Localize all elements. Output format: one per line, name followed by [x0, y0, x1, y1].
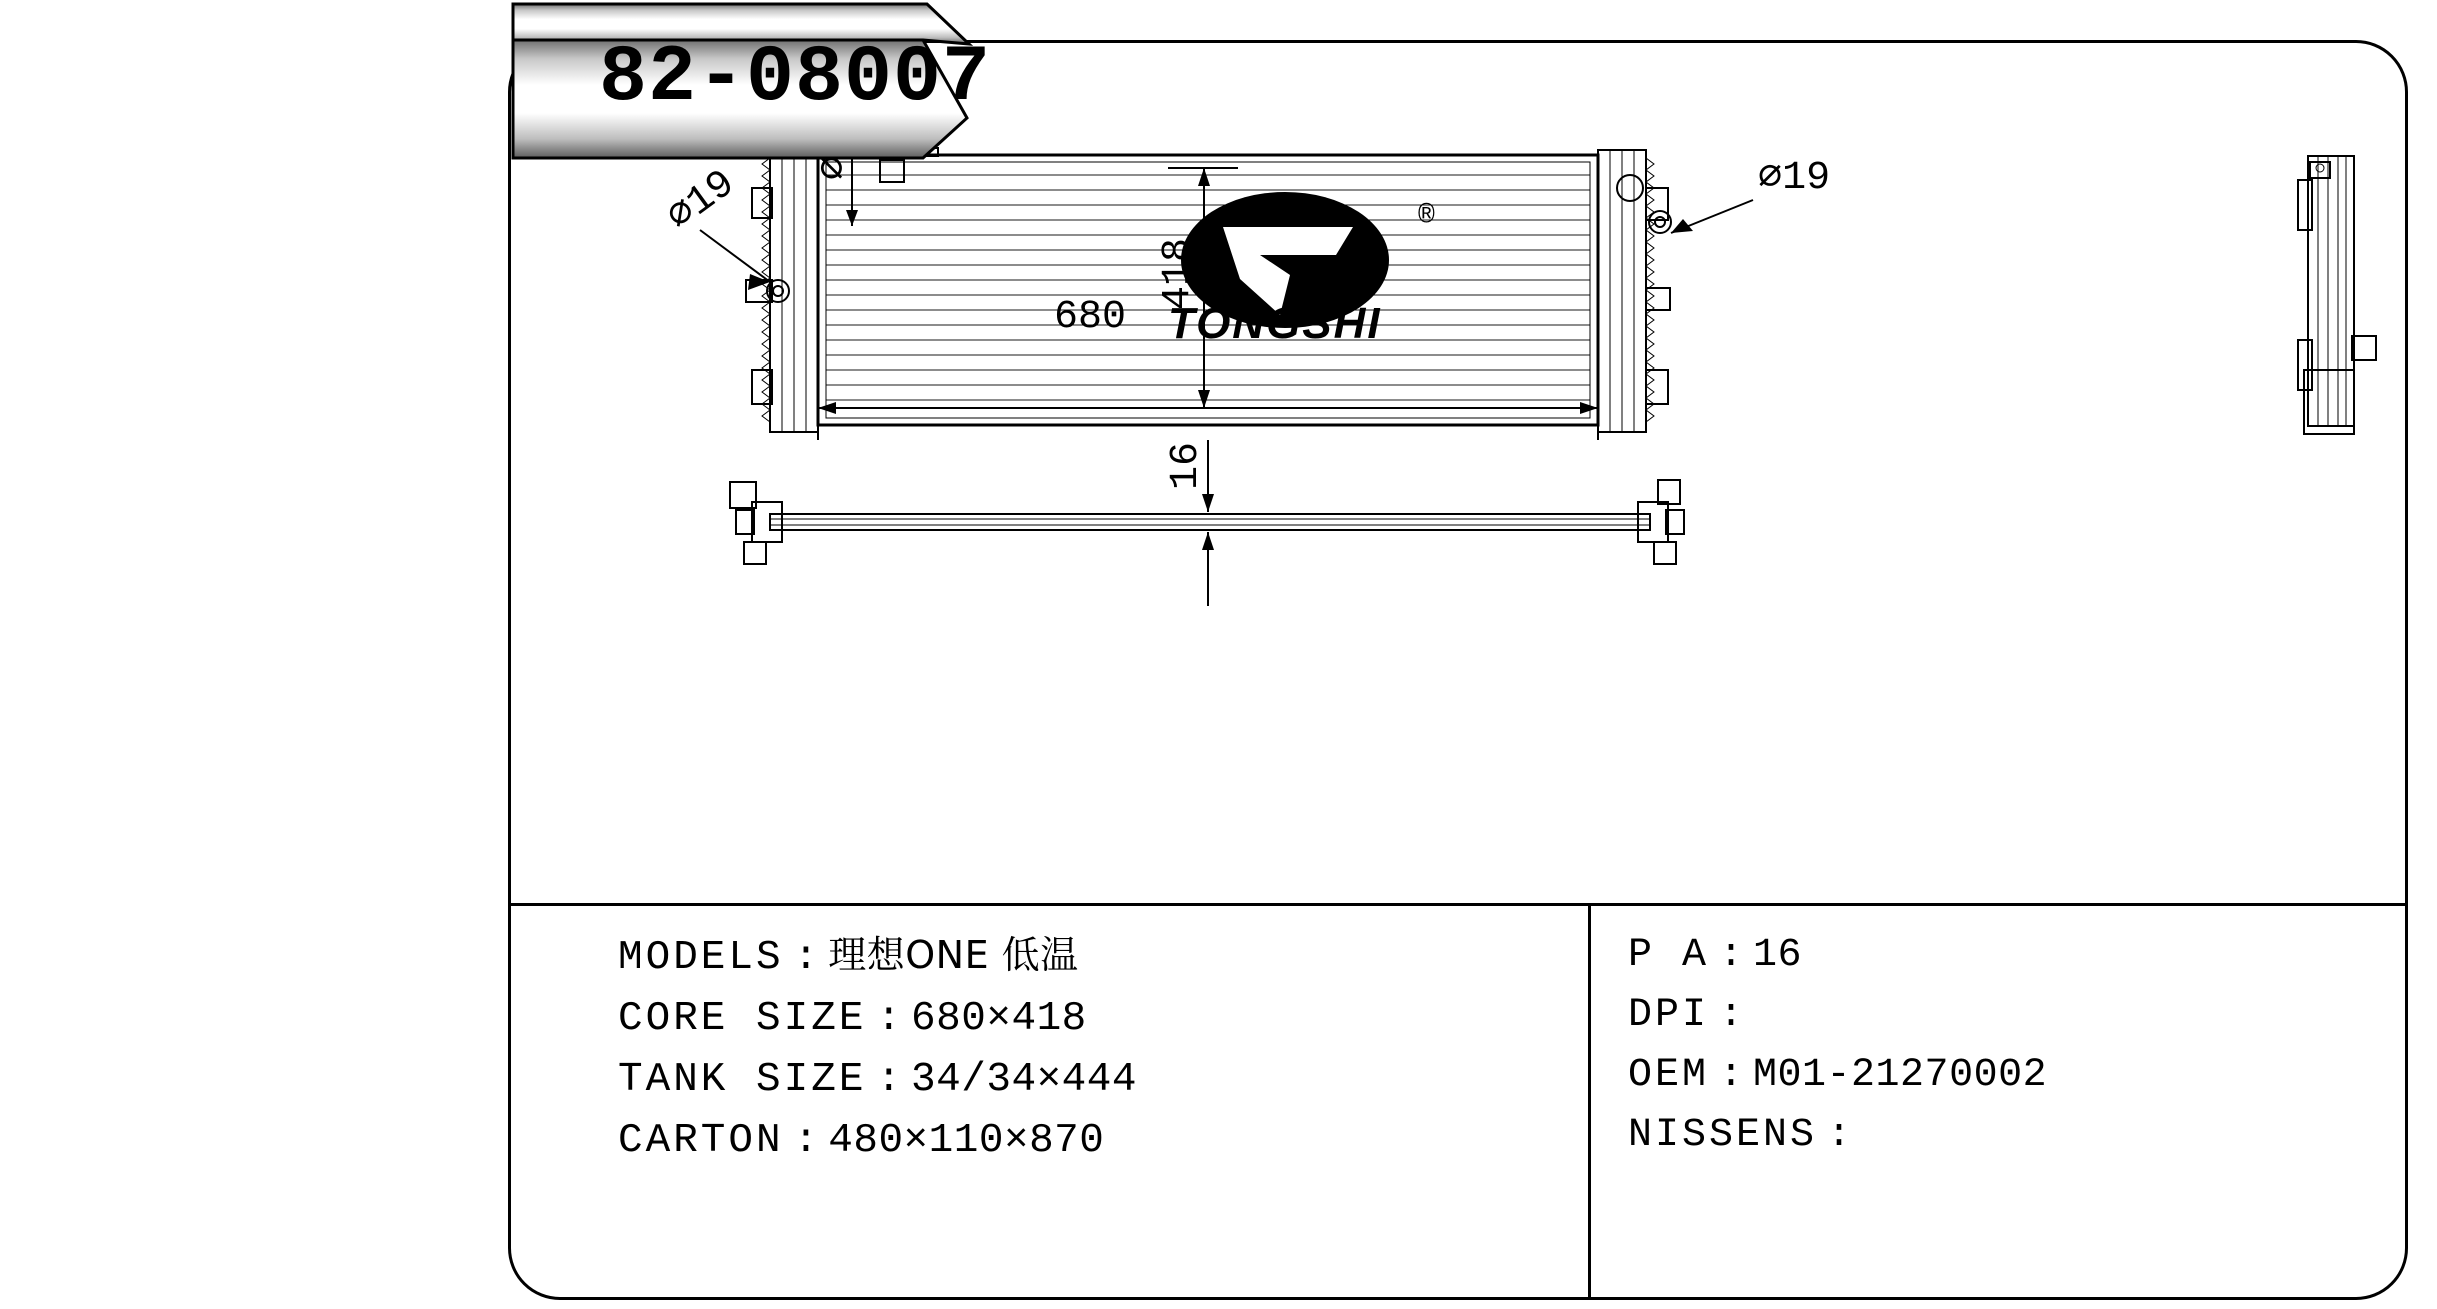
dimension-core-width: 680 [1054, 295, 1127, 340]
spec-value-core-size: 680×418 [911, 996, 1087, 1042]
spec-label-pa: P A [1628, 933, 1710, 978]
spec-row-carton [618, 1118, 1558, 1164]
spec-sep: : [876, 1057, 902, 1103]
spec-sep: : [1719, 933, 1744, 978]
technical-drawing [508, 40, 2408, 903]
spec-row-tank-size [618, 1057, 1558, 1103]
spec-value-pa: 16 [1753, 933, 1803, 978]
part-number-text: 82-08007 [599, 33, 992, 124]
spec-sep: : [793, 1118, 819, 1164]
spec-sep: : [1719, 993, 1744, 1038]
spec-label-carton: CARTON [618, 1118, 784, 1164]
spec-label-nissens: NISSENS [1628, 1113, 1818, 1158]
logo-wordmark: TONGSHI [1168, 299, 1382, 348]
dimension-core-height: 418 [1156, 237, 1201, 310]
part-number-tag [507, 0, 1179, 160]
spec-sep: : [876, 996, 902, 1042]
spec-value-oem: M01-21270002 [1753, 1053, 2048, 1098]
horizontal-divider [508, 903, 2408, 906]
spec-value-carton: 480×110×870 [828, 1118, 1105, 1164]
spec-row-core-size [618, 996, 1558, 1042]
registered-mark: ® [1418, 201, 1435, 232]
spec-row-pa [1628, 933, 2368, 978]
product-drawing-sheet [508, 33, 2408, 1300]
spec-sep: : [793, 935, 819, 981]
spec-label-dpi: DPI [1628, 993, 1710, 1038]
spec-row-dpi [1628, 993, 2368, 1038]
dimension-core-thickness: 16 [1164, 441, 1209, 490]
spec-label-oem: OEM [1628, 1053, 1710, 1098]
spec-row-oem [1628, 1053, 2368, 1098]
spec-sep: : [1719, 1053, 1744, 1098]
spec-row-models [618, 933, 1558, 981]
spec-table-left [618, 933, 1558, 1182]
spec-table-right [1628, 933, 2368, 1176]
spec-value-models: 理想ONE 低温 [828, 933, 1079, 977]
spec-sep: : [1827, 1113, 1852, 1158]
dimension-inlet-diameter: ⌀19 [1758, 156, 1831, 201]
spec-label-core-size: CORE SIZE [618, 996, 867, 1042]
spec-row-nissens [1628, 1113, 2368, 1158]
dimension-outlet-diameter: ⌀19 [659, 161, 744, 241]
vertical-divider [1588, 903, 1591, 1297]
spec-value-tank-size: 34/34×444 [911, 1057, 1137, 1103]
spec-label-models: MODELS [618, 935, 784, 981]
spec-label-tank-size: TANK SIZE [618, 1057, 867, 1103]
